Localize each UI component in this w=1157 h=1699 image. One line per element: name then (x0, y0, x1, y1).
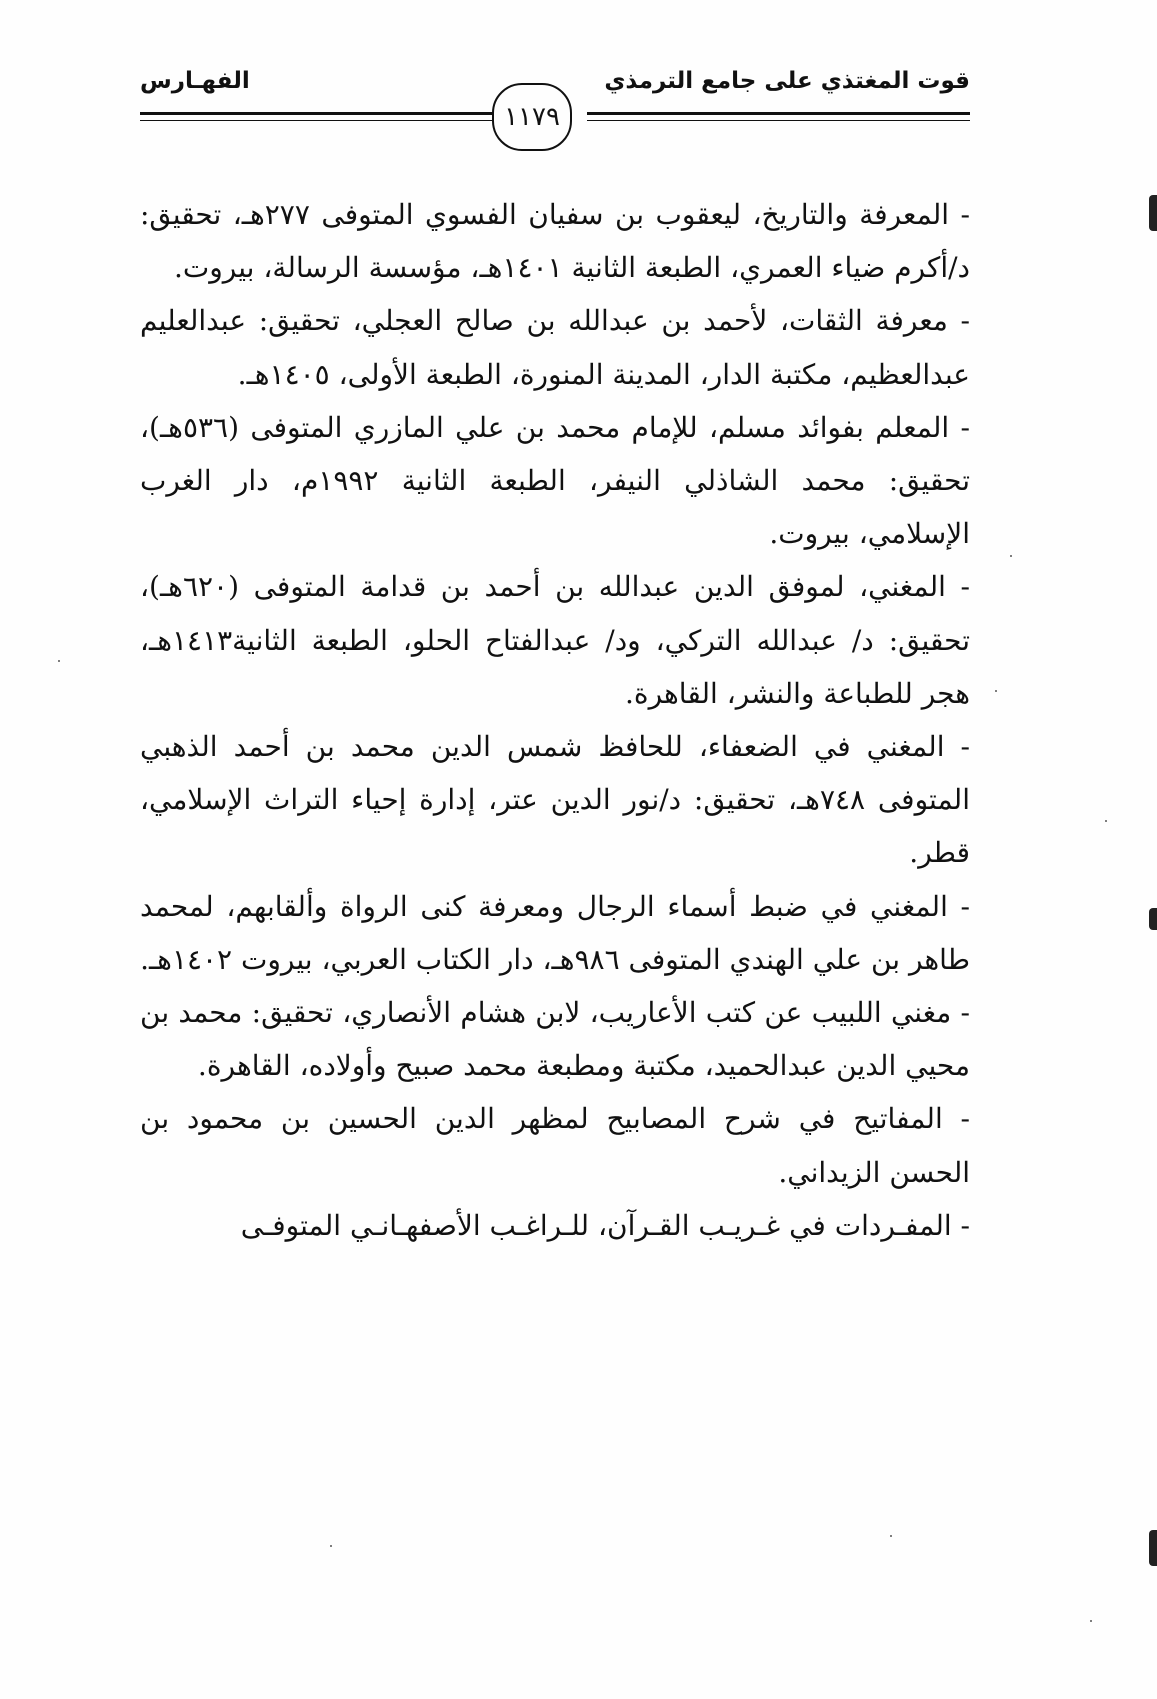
bibliography-entry (131, 880, 970, 986)
header-rule-right (587, 112, 970, 121)
scan-speck (1090, 1620, 1092, 1622)
entry-text: - مغني اللبيب عن كتب الأعاريب، لابن هشام الأنصاري، تحقيق: محمد بن محيي الدين عبدالحميد، مكتبة ومطبعة محمد صبيح وأولاده، القاهرة. (131, 996, 970, 1083)
scan-speck (58, 660, 60, 662)
entry-text: - المفـردات في غـريـب القـرآن، للـراغـب الأصفهـانـي المتوفـى (240, 1208, 970, 1242)
bibliography-entry (131, 560, 970, 720)
bibliography-entry (131, 401, 970, 561)
entry-text: - المعلم بفوائد مسلم، للإمام محمد بن علي المازري المتوفى (٥٣٦هـ)، تحقيق: محمد الشاذلي النيفر، الطبعة الثانية ١٩٩٢م، دار الغرب الإسلامي، بيروت. (131, 410, 970, 551)
bibliography-entry (131, 986, 970, 1092)
bibliography-entry (131, 188, 971, 294)
page-number-text: ١١٧٩ (504, 102, 560, 132)
scan-edge-mark (1149, 908, 1157, 930)
entry-text: - المغني، لموفق الدين عبدالله بن أحمد بن قدامة المتوفى (٦٢٠هـ)، تحقيق: د/ عبدالله التركي، ود/ عبدالفتاح الحلو، الطبعة الثانية١٤١٣هـ، هجر للطباعة والنشر، القاهرة. (131, 570, 970, 710)
scan-edge-mark (1149, 1530, 1157, 1566)
bibliography-entry (140, 1199, 970, 1252)
header-rule-left (140, 112, 527, 121)
section-title: الفهـارس (140, 68, 250, 94)
scan-speck (1010, 555, 1012, 557)
scan-speck (330, 1545, 332, 1547)
entry-text: - المفاتيح في شرح المصابيح لمظهر الدين الحسين بن محمود بن الحسن الزيداني. (131, 1102, 970, 1189)
entry-text: - المعرفة والتاريخ، ليعقوب بن سفيان الفسوي المتوفى ٢٧٧هـ، تحقيق: د/أكرم ضياء العمري، الطبعة الثانية ١٤٠١هـ، مؤسسة الرسالة، بيروت. (131, 198, 971, 285)
scan-edge-mark (1149, 195, 1157, 231)
bibliography-entry (131, 1092, 970, 1198)
bibliography-entry (131, 294, 970, 400)
page-header (140, 58, 970, 138)
entry-text: - معرفة الثقات، لأحمد بن عبدالله بن صالح العجلي، تحقيق: عبدالعليم عبدالعظيم، مكتبة الدار، المدينة المنورة، الطبعة الأولى، ١٤٠٥هـ. (131, 304, 970, 391)
book-title: قوت المغتذي على جامع الترمذي (604, 68, 970, 94)
scan-speck (1105, 820, 1107, 822)
entry-text: - المغني في الضعفاء، للحافظ شمس الدين محمد بن أحمد الذهبي المتوفى ٧٤٨هـ، تحقيق: د/نور الدين عتر، إدارة إحياء التراث الإسلامي، قطر. (131, 730, 970, 870)
scan-speck (890, 1535, 892, 1537)
page-number (492, 83, 572, 151)
bibliography-list (131, 188, 971, 1252)
bibliography-entry (131, 720, 970, 880)
scan-speck (995, 690, 997, 692)
entry-text: - المغني في ضبط أسماء الرجال ومعرفة كنى الرواة وألقابهم، لمحمد طاهر بن علي الهندي المتوفى ٩٨٦هـ، دار الكتاب العربي، بيروت ١٤٠٢هـ. (131, 889, 970, 976)
